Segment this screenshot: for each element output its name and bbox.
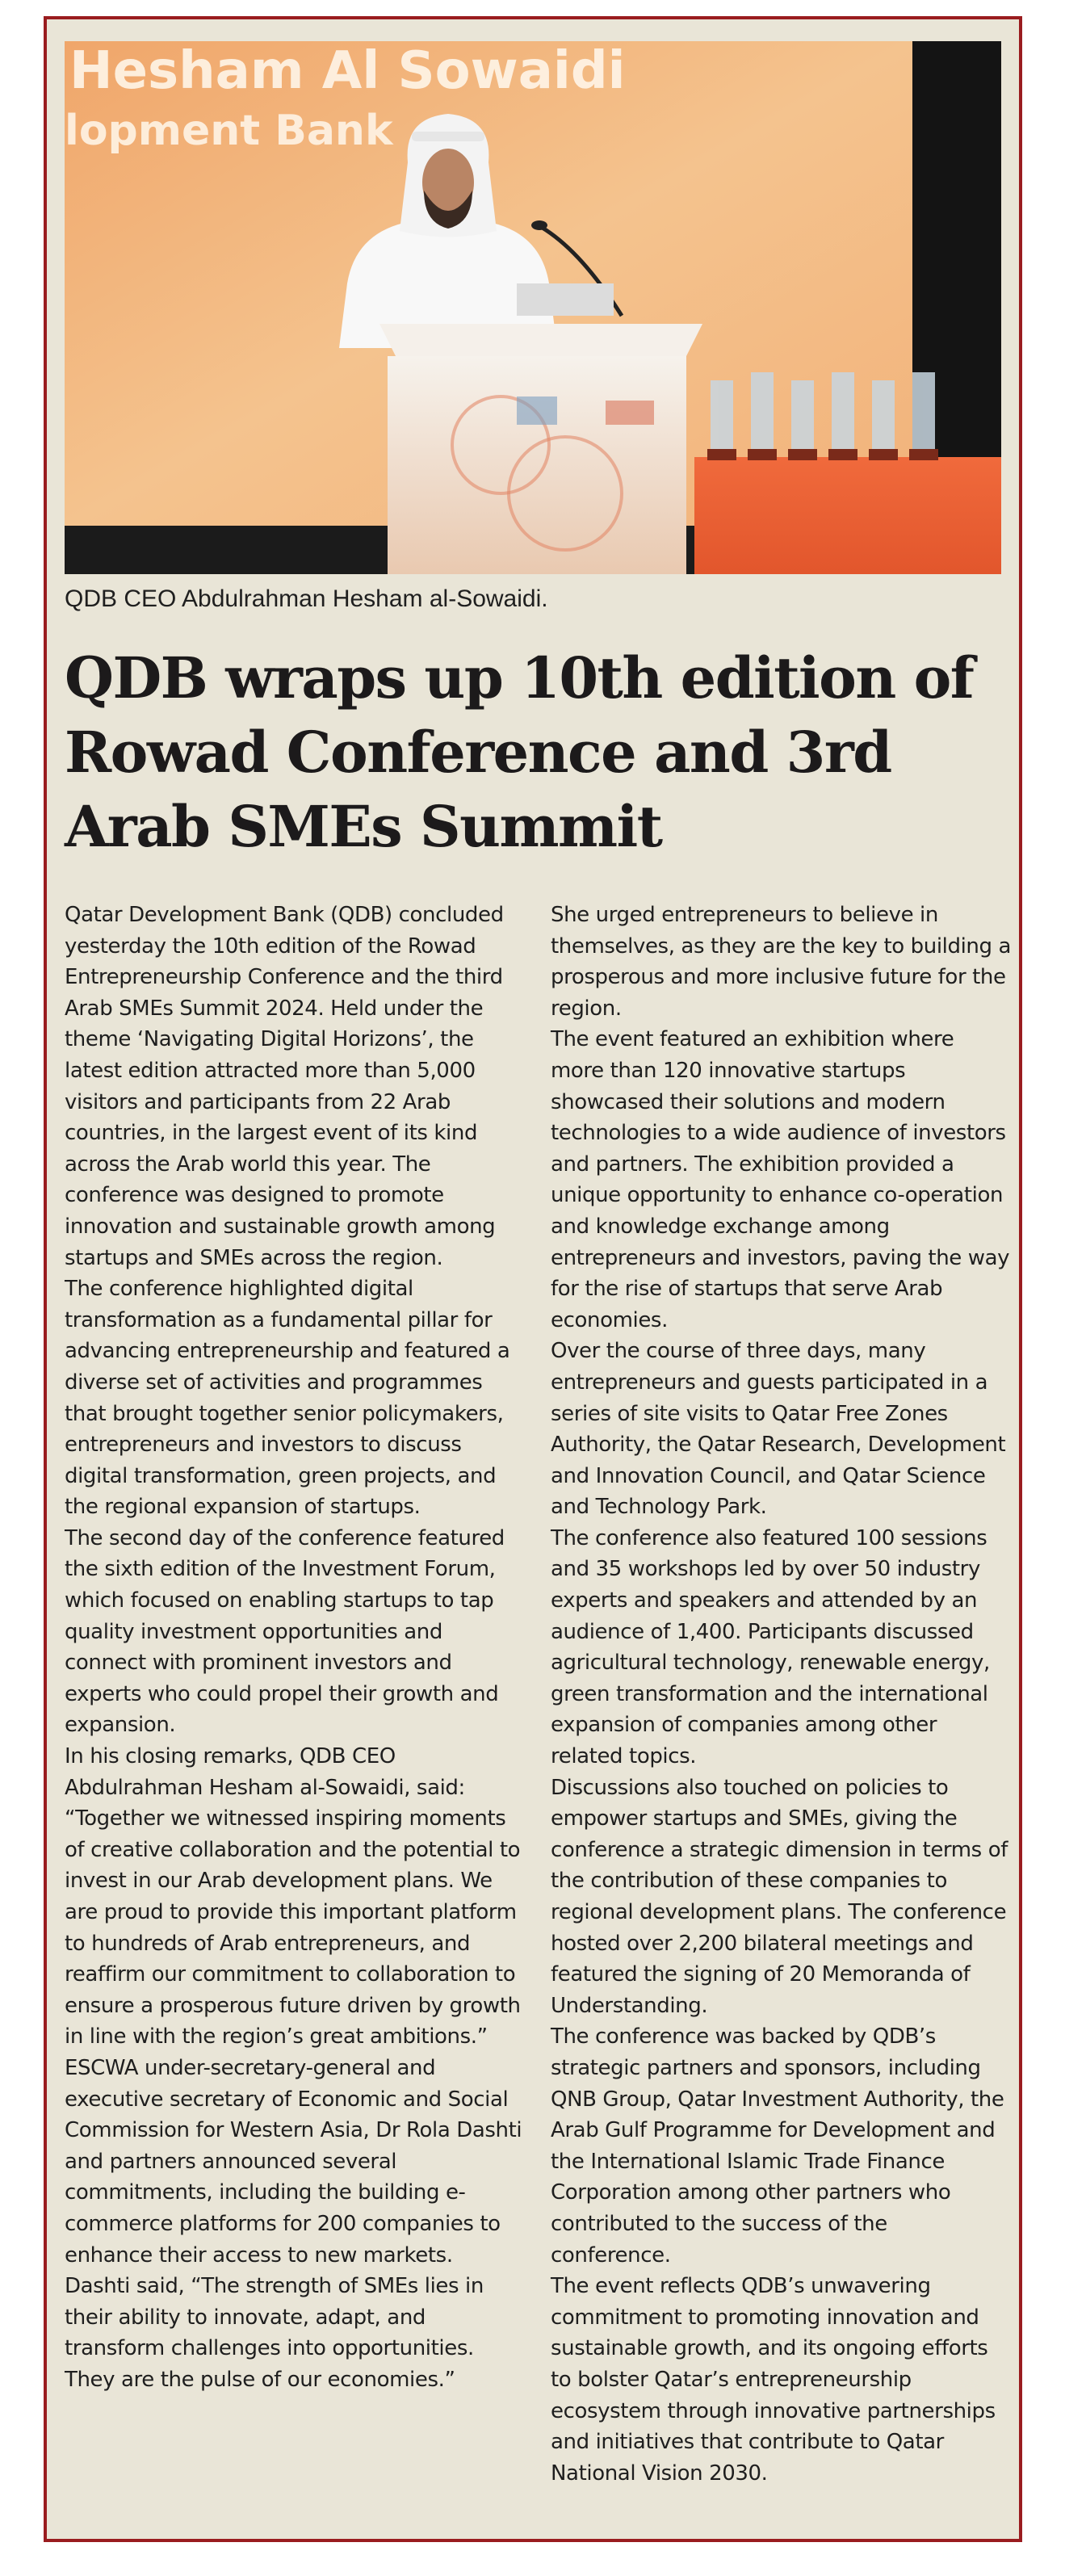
paragraph: Dashti said, “The strength of SMEs lies in their ability to innovate, adapt, and transform challenges into opportunities. They are the pulse of our economies.” [65, 2274, 484, 2392]
article-column-left [65, 900, 526, 2396]
article-column-right [551, 900, 1013, 2489]
article-photo [65, 41, 1001, 574]
paragraph: The conference highlighted digital transformation as a fundamental pillar for advancing entrepreneurship and featured a diverse set of activities and programmes that brought together senior policymakers, entrepreneurs and investors to discuss digital transformation, green projects, and the regional expansion of startups. [65, 1277, 510, 1520]
paragraph: The event featured an exhibition where more than 120 innovative startups showcased their solutions and modern technologies to a wide audience of investors and partners. The exhibition provided a unique opportunity to enhance co-operation and knowledge exchange among entrepreneurs and investors, paving the way for the rise of startups that serve Arab economies. [551, 1027, 1010, 1332]
paragraph: In his closing remarks, QDB CEO Abdulrahman Hesham al-Sowaidi, said: “Together we witnessed inspiring moments of creative collaboration and the potential to invest in our Arab development plans. We are proud to provide this important platform to hundreds of Arab entrepreneurs, and reaffirm our commitment to collaboration to ensure a prosperous future driven by growth in line with the region’s great ambitions.” [65, 1744, 521, 2049]
headline: QDB wraps up 10th edition of Rowad Conference and 3rd Arab SMEs Summit [65, 644, 974, 860]
paragraph: Over the course of three days, many entrepreneurs and guests participated in a series of site visits to Qatar Free Zones Authority, the Qatar Research, Development and Innovation Council, and Qatar Science and Technology Park. [551, 1339, 1006, 1520]
article-frame [44, 16, 1022, 2542]
paragraph: ESCWA under-secretary-general and executive secretary of Economic and Social Commission for Western Asia, Dr Rola Dashti and partners announced several commitments, including the building e-commerce platforms for 200 companies to enhance their access to new markets. [65, 2055, 522, 2268]
paragraph: Qatar Development Bank (QDB) concluded yesterday the 10th edition of the Rowad Entrepreneurship Conference and the third Arab SMEs Summit 2024. Held under the theme ‘Navigating Digital Horizons’, the latest edition attracted more than 5,000 visitors and participants from 22 Arab countries, in the largest event of its kind across the Arab world this year. The conference was designed to promote innovation and sustainable growth among startups and SMEs across the region. [65, 903, 504, 1270]
paragraph: The event reflects QDB’s unwavering commitment to promoting innovation and sustainable growth, and its ongoing efforts to bolster Qatar’s entrepreneurship ecosystem through innovative partnerships and initiatives that contribute to Qatar National Vision 2030. [551, 2274, 996, 2486]
paragraph: The second day of the conference featured the sixth edition of the Investment Forum, which focused on enabling startups to tap quality investment opportunities and connect with prominent investors and experts who could propel their growth and expansion. [65, 1525, 505, 1738]
paragraph: The conference also featured 100 sessions and 35 workshops led by over 50 industry experts and speakers and attended by an audience of 1,400. Participants discussed agricultural technology, renewable energy, green transformation and the international expansion of companies among other related topics. [551, 1525, 990, 1769]
paragraph: Discussions also touched on policies to empower startups and SMEs, giving the conference a strategic dimension in terms of the contribution of these companies to regional development plans. The conference hosted over 2,200 bilateral meetings and featured the signing of 20 Memoranda of Understanding. [551, 1775, 1008, 2018]
paragraph: The conference was backed by QDB’s strategic partners and sponsors, including QNB Group, Qatar Investment Authority, the Arab Gulf Programme for Development and the International Islamic Trade Finance Corporation among other partners who contributed to the success of the conference. [551, 2024, 1004, 2268]
speaker-photo-illustration [65, 41, 1001, 574]
banner-text-line2: lopment Bank [65, 107, 393, 155]
photo-caption: QDB CEO Abdulrahman Hesham al-Sowaidi. [65, 585, 548, 612]
banner-text-line1: Hesham Al Sowaidi [69, 41, 626, 101]
paragraph: She urged entrepreneurs to believe in themselves, as they are the key to building a prosperous and more inclusive future for the region. [551, 903, 1012, 1021]
